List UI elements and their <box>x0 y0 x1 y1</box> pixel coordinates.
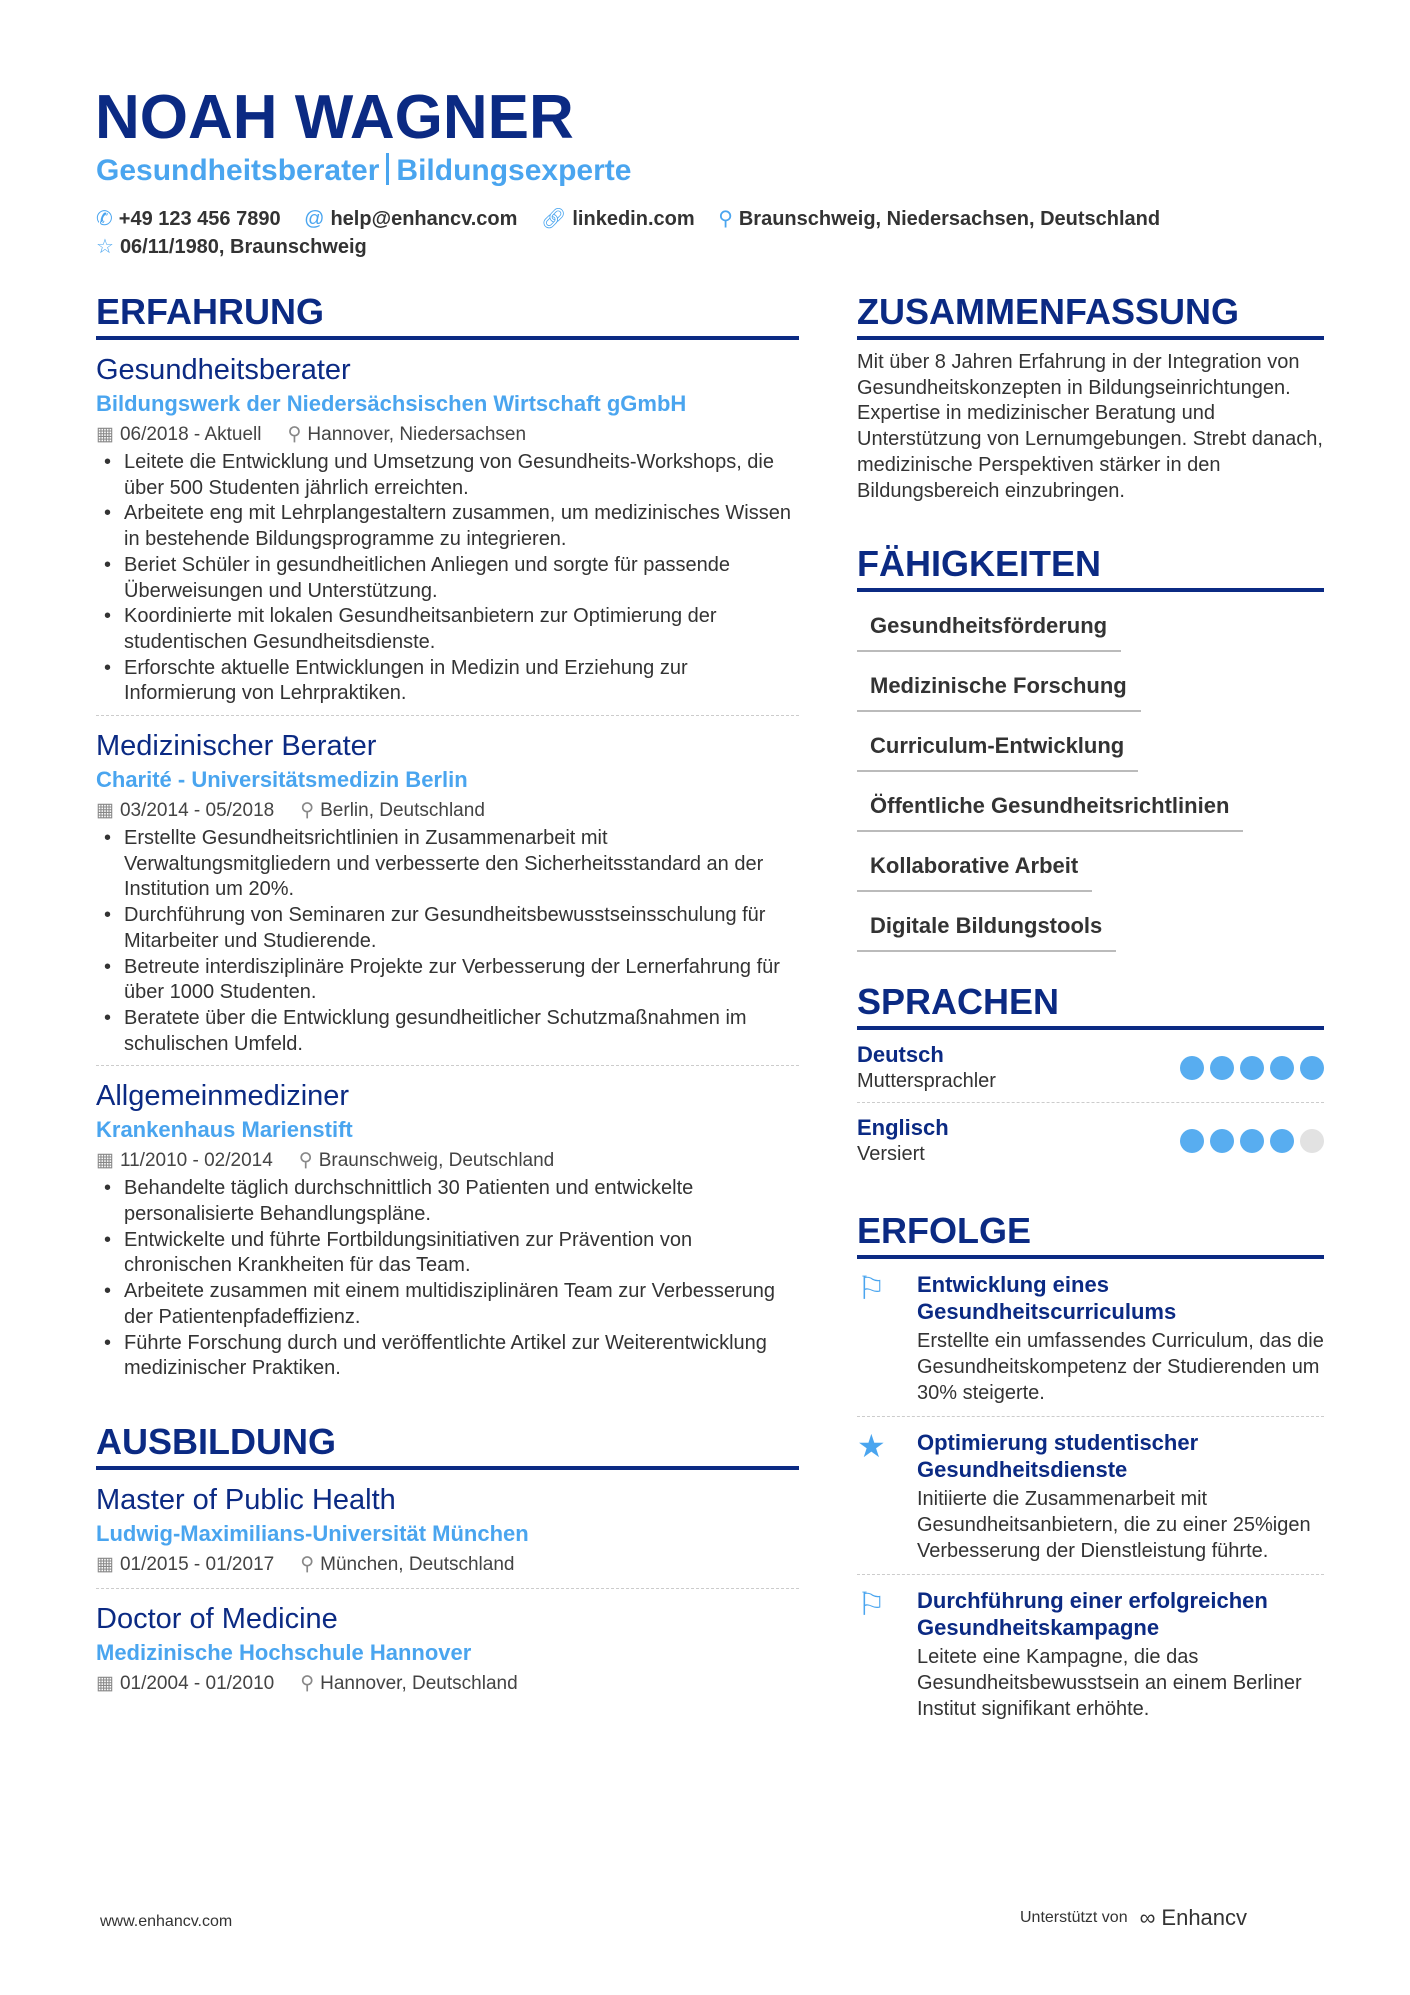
education-location: Hannover, Deutschland <box>320 1672 518 1694</box>
job-location: Berlin, Deutschland <box>320 800 485 822</box>
phone-icon: ✆ <box>96 208 113 230</box>
calendar-icon: ▦ <box>96 1553 114 1575</box>
candidate-title <box>96 153 631 188</box>
education-dates: 01/2004 - 01/2010 <box>119 1672 275 1694</box>
education-heading: AUSBILDUNG <box>96 1420 799 1470</box>
job-meta <box>96 420 799 450</box>
star-icon: ☆ <box>96 236 114 258</box>
enhancv-logo: ∞ Enhancv <box>1139 1905 1248 1930</box>
school-name: Ludwig-Maximilians-Universität München <box>96 1520 529 1546</box>
company-name: Charité - Universitätsmedizin Berlin <box>96 767 468 793</box>
school-name: Medizinische Hochschule Hannover <box>96 1639 472 1665</box>
achievement-title: Optimierung studentischer Gesundheitsdienste <box>917 1430 1199 1483</box>
left-column <box>96 290 799 1707</box>
calendar-icon: ▦ <box>96 424 114 445</box>
location-icon: ⚲ <box>718 208 733 230</box>
linkedin-link[interactable]: linkedin.com <box>572 208 695 230</box>
birth-info: 06/11/1980, Braunschweig <box>119 236 367 258</box>
location-icon: ⚲ <box>300 800 315 822</box>
education-location: München, Deutschland <box>320 1553 515 1575</box>
bullet-item: • Beratete über die Entwicklung gesundheitlicher Schutzmaßnahmen im schulischen Umfeld. <box>96 1006 799 1057</box>
language-rating <box>1180 1056 1324 1080</box>
company-name: Krankenhaus Marienstift <box>96 1117 353 1143</box>
degree: Doctor of Medicine <box>96 1602 338 1635</box>
rating-dot <box>1210 1129 1234 1153</box>
achievement-item <box>857 1575 1324 1732</box>
bullet-item: • Erforschte aktuelle Entwicklungen in Medizin und Erziehung zur Informierung von Lehrpraktiken. <box>96 656 799 707</box>
location: Braunschweig, Niedersachsen, Deutschland <box>738 208 1161 230</box>
experience-entry <box>96 1066 799 1390</box>
skills-heading: FÄHIGKEITEN <box>857 542 1324 592</box>
rating-dot <box>1300 1056 1324 1080</box>
bullet-item: • Betreute interdisziplinäre Projekte zur Verbesserung der Lernerfahrung für über 1000 Studenten. <box>96 955 799 1006</box>
bullet-item: • Arbeitete eng mit Lehrplangestaltern zusammen, um medizinisches Wissen in bestehende Bildungsprogramme zu integrieren. <box>96 501 799 552</box>
language-item <box>857 1030 1324 1103</box>
right-column <box>857 290 1324 1733</box>
language-rating <box>1180 1129 1324 1153</box>
title-separator <box>386 153 389 185</box>
rating-dot <box>1300 1129 1324 1153</box>
location-icon: ⚲ <box>298 1150 313 1172</box>
job-location: Braunschweig, Deutschland <box>318 1150 555 1172</box>
language-name: Englisch <box>857 1115 949 1141</box>
degree: Master of Public Health <box>96 1483 396 1516</box>
achievement-title: Entwicklung eines Gesundheitscurriculums <box>917 1272 1177 1325</box>
brand-name: Enhancv <box>1161 1905 1248 1930</box>
location-icon: ⚲ <box>300 1553 315 1575</box>
skill-tag: Gesundheitsförderung <box>857 604 1121 652</box>
experience-heading: ERFAHRUNG <box>96 290 799 340</box>
job-meta <box>96 1146 799 1176</box>
skill-tag: Digitale Bildungstools <box>857 904 1116 952</box>
bullet-item: • Durchführung von Seminaren zur Gesundheitsbewusstseinsschulung für Mitarbeiter und Studierende. <box>96 903 799 954</box>
bullet-item: • Koordinierte mit lokalen Gesundheitsanbietern zur Optimierung der studentischen Gesundheitsdienste. <box>96 604 799 655</box>
job-bullets <box>96 1176 799 1382</box>
language-name: Deutsch <box>857 1042 944 1068</box>
candidate-name: NOAH WAGNER <box>95 83 574 152</box>
language-item <box>857 1103 1324 1175</box>
calendar-icon: ▦ <box>96 1150 114 1172</box>
achievement-title: Durchführung einer erfolgreichen Gesundheitskampagne <box>917 1588 1268 1641</box>
skill-tag: Medizinische Forschung <box>857 664 1141 712</box>
job-meta <box>96 796 799 826</box>
title-part: Gesundheitsberater <box>96 154 380 187</box>
achievement-text: Leitete eine Kampagne, die das Gesundheitsbewusstsein an einem Berliner Institut signifikant erhöhte. <box>917 1646 1302 1720</box>
powered-by: Unterstützt von <box>1020 1909 1128 1926</box>
rating-dot <box>1180 1129 1204 1153</box>
achievement-text: Erstellte ein umfassendes Curriculum, das die Gesundheitskompetenz der Studierenden um 30% steigerte. <box>917 1330 1324 1404</box>
experience-entry <box>96 340 799 716</box>
bullet-item: • Behandelte täglich durchschnittlich 30 Patienten und entwickelte personalisierte Behandlungspläne. <box>96 1176 799 1227</box>
skill-tag: Kollaborative Arbeit <box>857 844 1092 892</box>
achievement-item <box>857 1259 1324 1417</box>
bullet-item: • Führte Forschung durch und veröffentlichte Artikel zur Weiterentwicklung medizinischer Praktiken. <box>96 1331 799 1382</box>
contact-info <box>96 205 1346 261</box>
flag-icon: ⚐ <box>857 1270 886 1307</box>
star-icon: ★ <box>857 1428 886 1465</box>
rating-dot <box>1270 1129 1294 1153</box>
achievement-item <box>857 1417 1324 1575</box>
job-dates: 06/2018 - Aktuell <box>119 424 262 445</box>
rating-dot <box>1180 1056 1204 1080</box>
bullet-item: • Arbeitete zusammen mit einem multidisziplinären Team zur Verbesserung der Patientenpfadeffizienz. <box>96 1279 799 1330</box>
experience-entry <box>96 716 799 1066</box>
languages-heading: SPRACHEN <box>857 980 1324 1030</box>
bullet-item: • Entwickelte und führte Fortbildungsinitiativen zur Prävention von chronischen Krankheiten für das Team. <box>96 1228 799 1279</box>
job-title: Allgemeinmediziner <box>96 1080 350 1113</box>
link-icon: 🔗︎ <box>540 208 567 230</box>
language-level: Muttersprachler <box>857 1070 996 1093</box>
location-icon: ⚲ <box>300 1672 315 1694</box>
job-bullets <box>96 826 799 1057</box>
education-entry <box>96 1470 799 1589</box>
bullet-item: • Beriet Schüler in gesundheitlichen Anliegen und sorgte für passende Überweisungen und Unterstützung. <box>96 553 799 604</box>
at-icon: @ <box>304 208 325 230</box>
bullet-item: • Leitete die Entwicklung und Umsetzung von Gesundheits-Workshops, die über 500 Studenten jährlich erreichten. <box>96 450 799 501</box>
education-meta <box>96 1669 799 1699</box>
achievement-text: Initiierte die Zusammenarbeit mit Gesundheitsanbietern, die zu einer 25%igen Verbesserung der Dienstleistung führte. <box>917 1488 1311 1562</box>
rating-dot <box>1270 1056 1294 1080</box>
summary-text: Mit über 8 Jahren Erfahrung in der Integration von Gesundheitskonzepten in Bildungseinrichtungen. Expertise in medizinischer Beratung und Unterstützung von Lernumgebungen. Strebt danach, medizinische Perspektiven stärker in den Bildungsbereich einzubringen. <box>857 351 1323 502</box>
bullet-item: • Erstellte Gesundheitsrichtlinien in Zusammenarbeit mit Verwaltungsmitgliedern und verbesserte den Sicherheitsstandard an der Institution um 20%. <box>96 826 799 903</box>
company-name: Bildungswerk der Niedersächsischen Wirtschaft gGmbH <box>96 391 687 416</box>
education-meta <box>96 1550 799 1580</box>
calendar-icon: ▦ <box>96 1672 114 1694</box>
job-title: Medizinischer Berater <box>96 730 377 763</box>
flag-icon: ⚐ <box>857 1586 886 1623</box>
rating-dot <box>1210 1056 1234 1080</box>
rating-dot <box>1240 1056 1264 1080</box>
phone: +49 123 456 7890 <box>118 208 281 230</box>
job-location: Hannover, Niedersachsen <box>307 424 527 445</box>
location-icon: ⚲ <box>287 424 302 445</box>
job-dates: 03/2014 - 05/2018 <box>119 800 275 822</box>
achievements-heading: ERFOLGE <box>857 1209 1324 1259</box>
education-entry <box>96 1589 799 1707</box>
email-link[interactable]: help@enhancv.com <box>330 208 518 230</box>
job-bullets <box>96 450 799 707</box>
summary-heading: ZUSAMMENFASSUNG <box>857 290 1324 340</box>
footer-url[interactable]: www.enhancv.com <box>100 1913 233 1930</box>
title-part: Bildungsexperte <box>396 154 632 187</box>
calendar-icon: ▦ <box>96 800 114 822</box>
rating-dot <box>1240 1129 1264 1153</box>
skill-tag: Öffentliche Gesundheitsrichtlinien <box>857 784 1243 832</box>
footer-branding <box>1020 1905 1247 1931</box>
education-dates: 01/2015 - 01/2017 <box>119 1553 275 1575</box>
language-level: Versiert <box>857 1143 925 1166</box>
job-title: Gesundheitsberater <box>96 354 351 386</box>
job-dates: 11/2010 - 02/2014 <box>119 1150 273 1172</box>
skill-tag: Curriculum-Entwicklung <box>857 724 1138 772</box>
